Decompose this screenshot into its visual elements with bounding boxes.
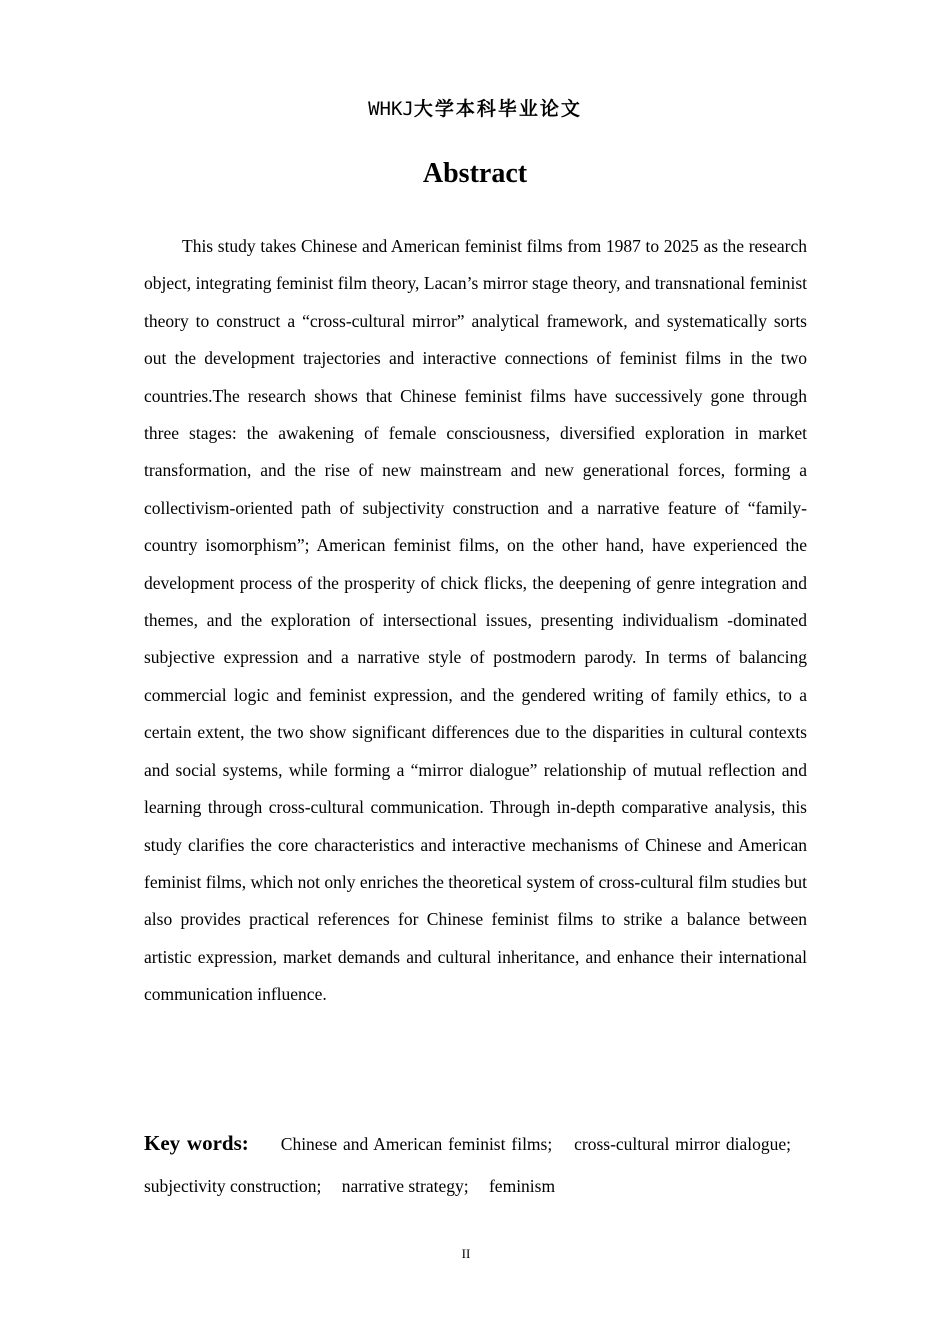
running-header — [0, 94, 950, 121]
keyword-item: feminism — [488, 1176, 556, 1196]
keyword-item: cross-cultural mirror dialogue; — [574, 1134, 791, 1154]
keyword-item: narrative strategy; — [341, 1176, 469, 1196]
keyword-item: Chinese and American feminist films; — [280, 1134, 553, 1154]
abstract-paragraph: This study takes Chinese and American feminist films from 1987 to 2025 as the research object, integrating feminist film theory, Lacan’s mirror stage theory, and transnational feminist theory to construct a “cross-cultural mirror” analytical framework, and systematically sorts out the development trajectories and interactive connections of feminist films in the two countries.The research shows that Chinese feminist films have successively gone through three stages: the awakening of female consciousness, diversified exploration in market transformation, and the rise of new mainstream and new generational forces, forming a collectivism-oriented path of subjectivity construction and a narrative feature of “family-country isomorphism”; American feminist films, on the other hand, have experienced the development process of the prosperity of chick flicks, the deepening of genre integration and themes, and the exploration of intersectional issues, presenting individualism -dominated subjective expression and a narrative style of postmodern parody. In terms of balancing commercial logic and feminist expression, and the gendered writing of family ethics, to a certain extent, the two show significant differences due to the disparities in cultural contexts and social systems, while forming a “mirror dialogue” relationship of mutual reflection and learning through cross-cultural communication. Through in-depth comparative analysis, this study clarifies the core characteristics and interactive mechanisms of Chinese and American feminist films, which not only enriches the theoretical system of cross-cultural film studies but also provides practical references for Chinese feminist films to strike a balance between artistic expression, market demands and cultural inheritance, and enhance their international communication influence. — [144, 236, 807, 1005]
page-title: Abstract — [422, 158, 528, 189]
header-university-code: WHKJ — [368, 98, 414, 120]
header-thesis-label: 大学本科毕业论文 — [413, 98, 582, 120]
page-number: II — [461, 1246, 471, 1261]
keywords-label: Key words: — [144, 1131, 249, 1155]
keyword-item: subjectivity construction; — [144, 1176, 322, 1196]
keywords-block — [144, 1122, 807, 1207]
